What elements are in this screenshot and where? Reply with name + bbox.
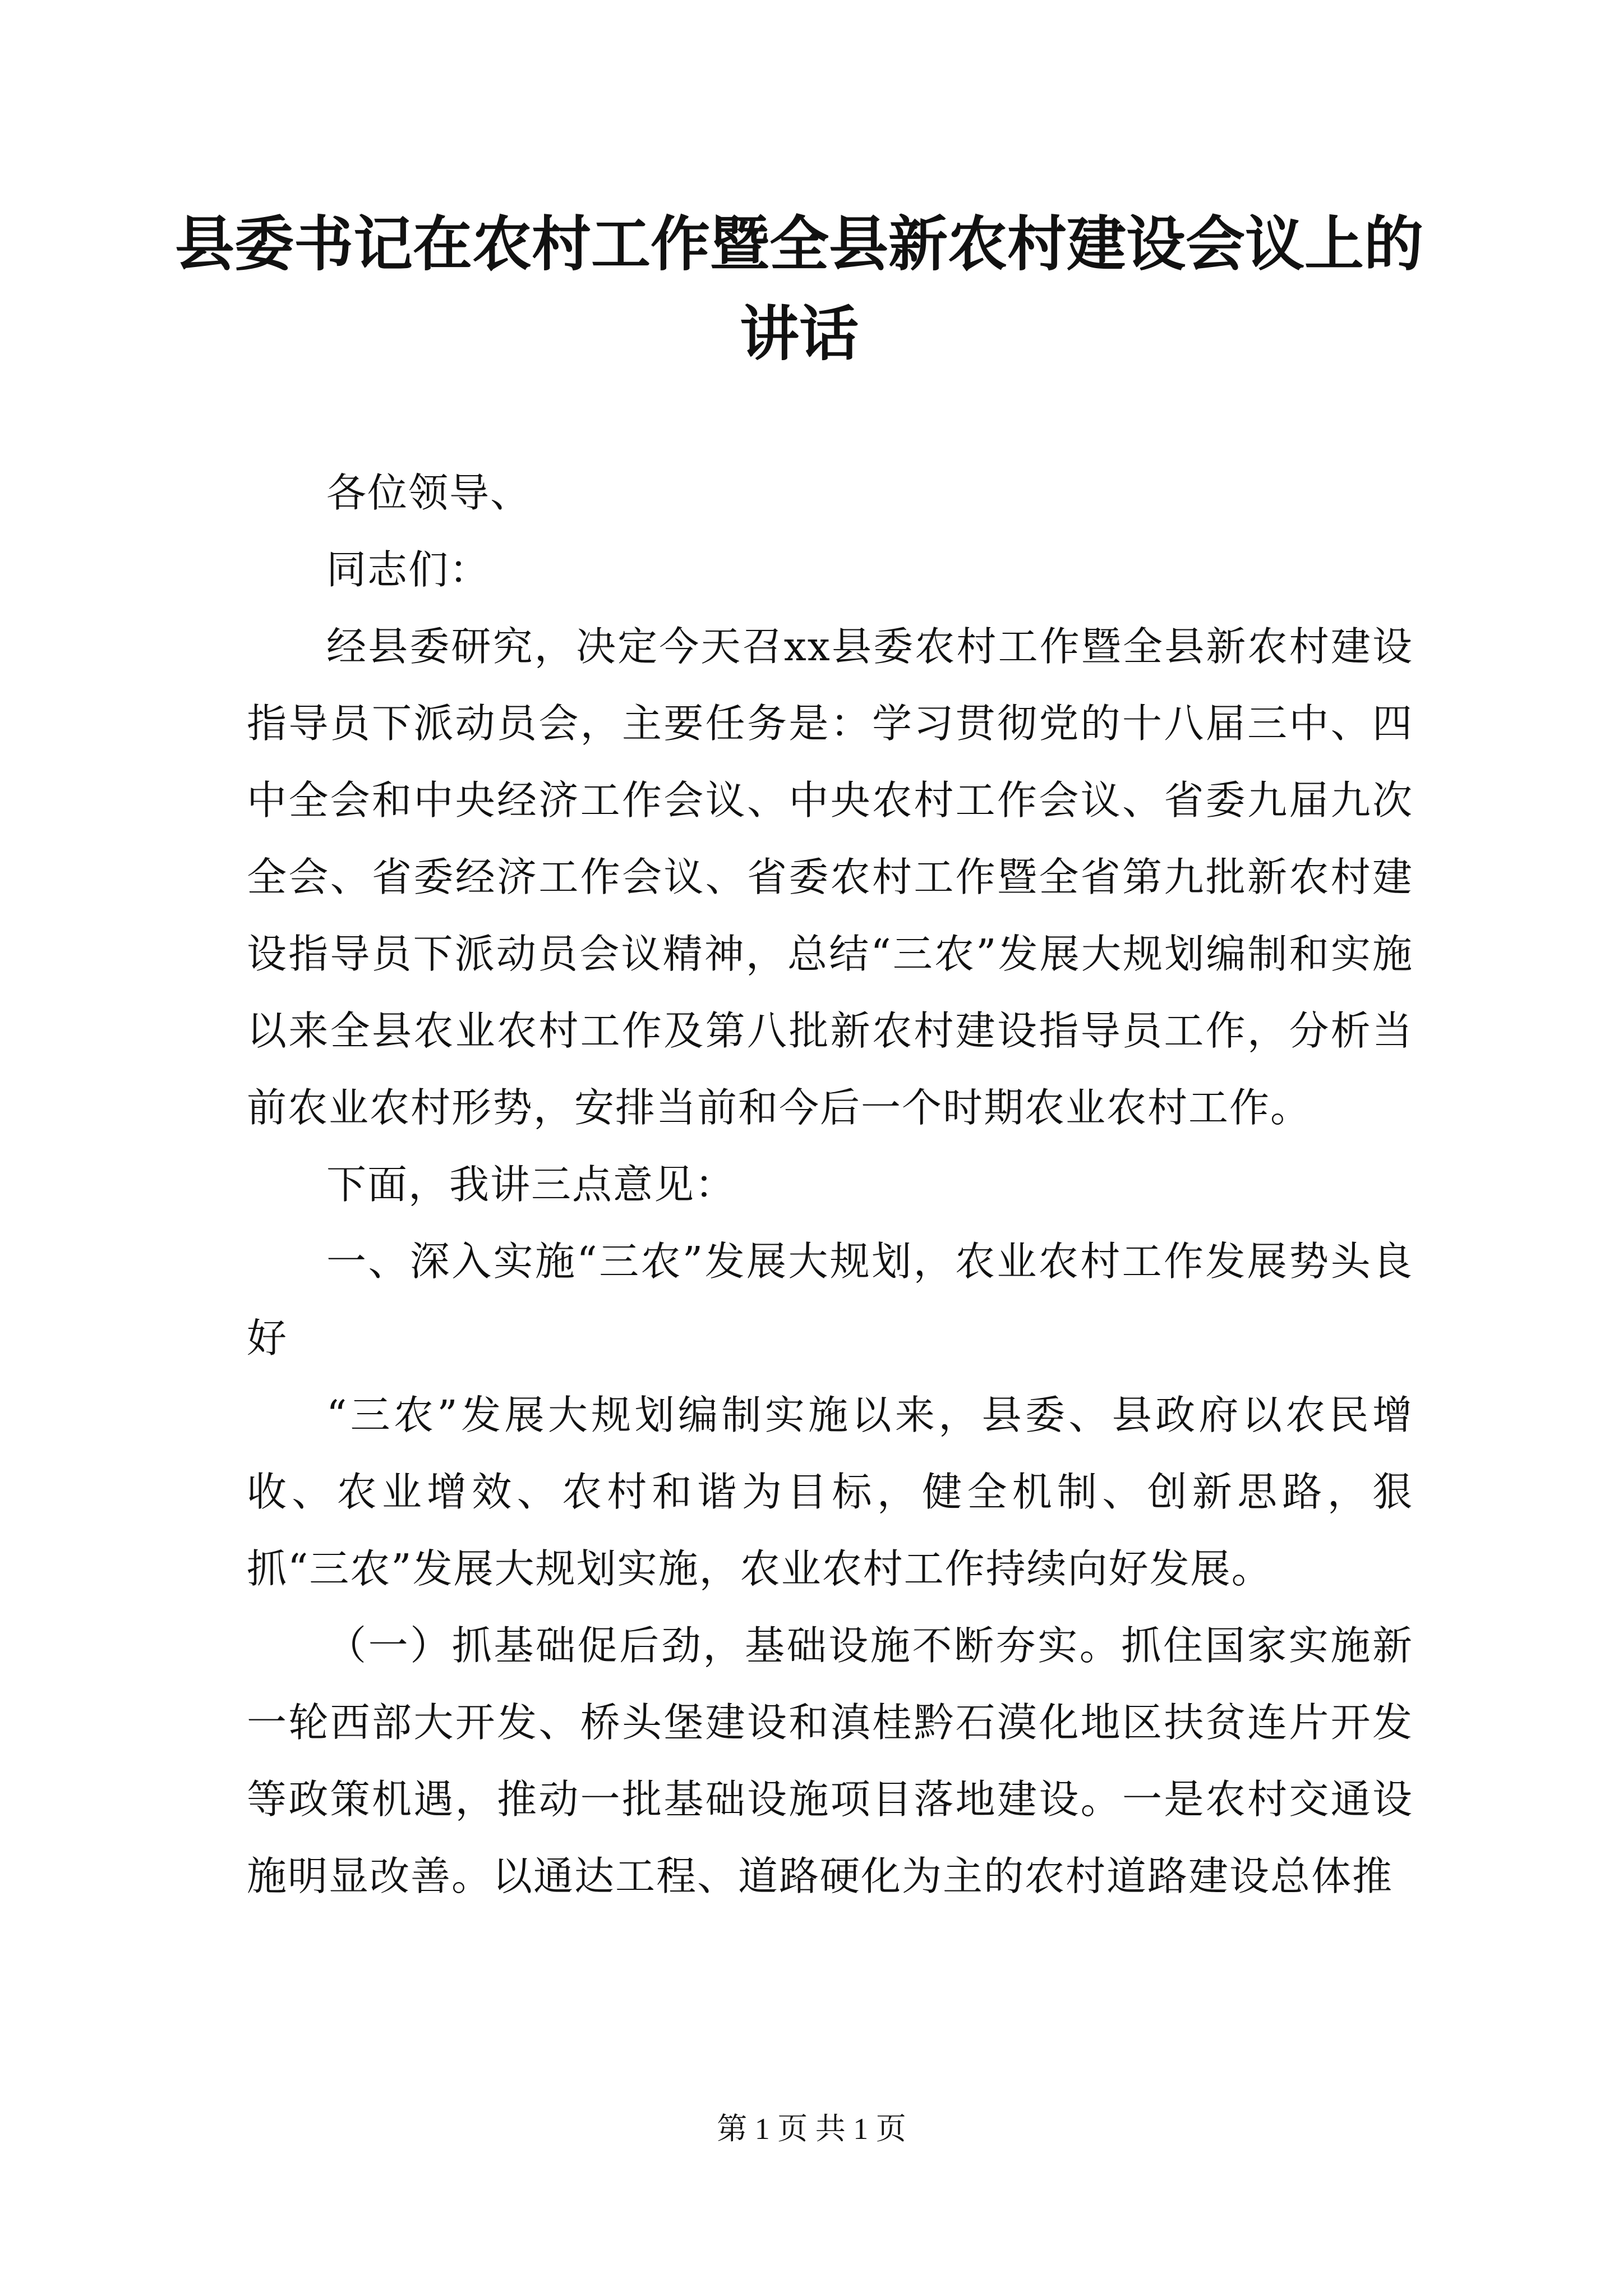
paragraph: 经县委研究，决定今天召xx县委农村工作暨全县新农村建设指导员下派动员会，主要任务是：学习贯彻党的十八届三中、四中全会和中央经济工作会议、中央农村工作会议、省委九届九次全会、省委经济工作会议、省委农村工作暨全省第九批新农村建设指导员下派动员会议精神，总结“三农”发展大规划编制和实施以来全县农业农村工作及第八批新农村建设指导员工作，分析当前农业农村形势，安排当前和今后一个时期农业农村工作。 bbox=[247, 623, 1413, 1131]
salutation-line-1: 各位领导、 bbox=[326, 470, 532, 516]
paragraph: “三农”发展大规划编制实施以来，县委、县政府以农民增收、农业增效、农村和谐为目标，健全机制、创新思路，狠抓“三农”发展大规划实施，农业农村工作持续向好发展。 bbox=[247, 1392, 1413, 1592]
paragraph: （一）抓基础促后劲，基础设施不断夯实。抓住国家实施新一轮西部大开发、桥头堡建设和滇桂黔石漠化地区扶贫连片开发等政策机遇，推动一批基础设施项目落地建设。一是农村交通设施明显改善。以通达工程、道路硬化为主的农村道路建设总体推 bbox=[247, 1622, 1413, 1899]
document-body bbox=[247, 454, 1413, 1915]
page-footer: 第 1 页 共 1 页 bbox=[717, 2112, 906, 2146]
section-heading: 一、深入实施“三农”发展大规划，农业农村工作发展势头良好 bbox=[247, 1238, 1413, 1361]
paragraph: 下面，我讲三点意见： bbox=[326, 1161, 736, 1208]
document-title: 县委书记在农村工作暨全县新农村建设会议上的讲话 bbox=[175, 209, 1423, 369]
salutation-line-2: 同志们： bbox=[326, 546, 491, 593]
